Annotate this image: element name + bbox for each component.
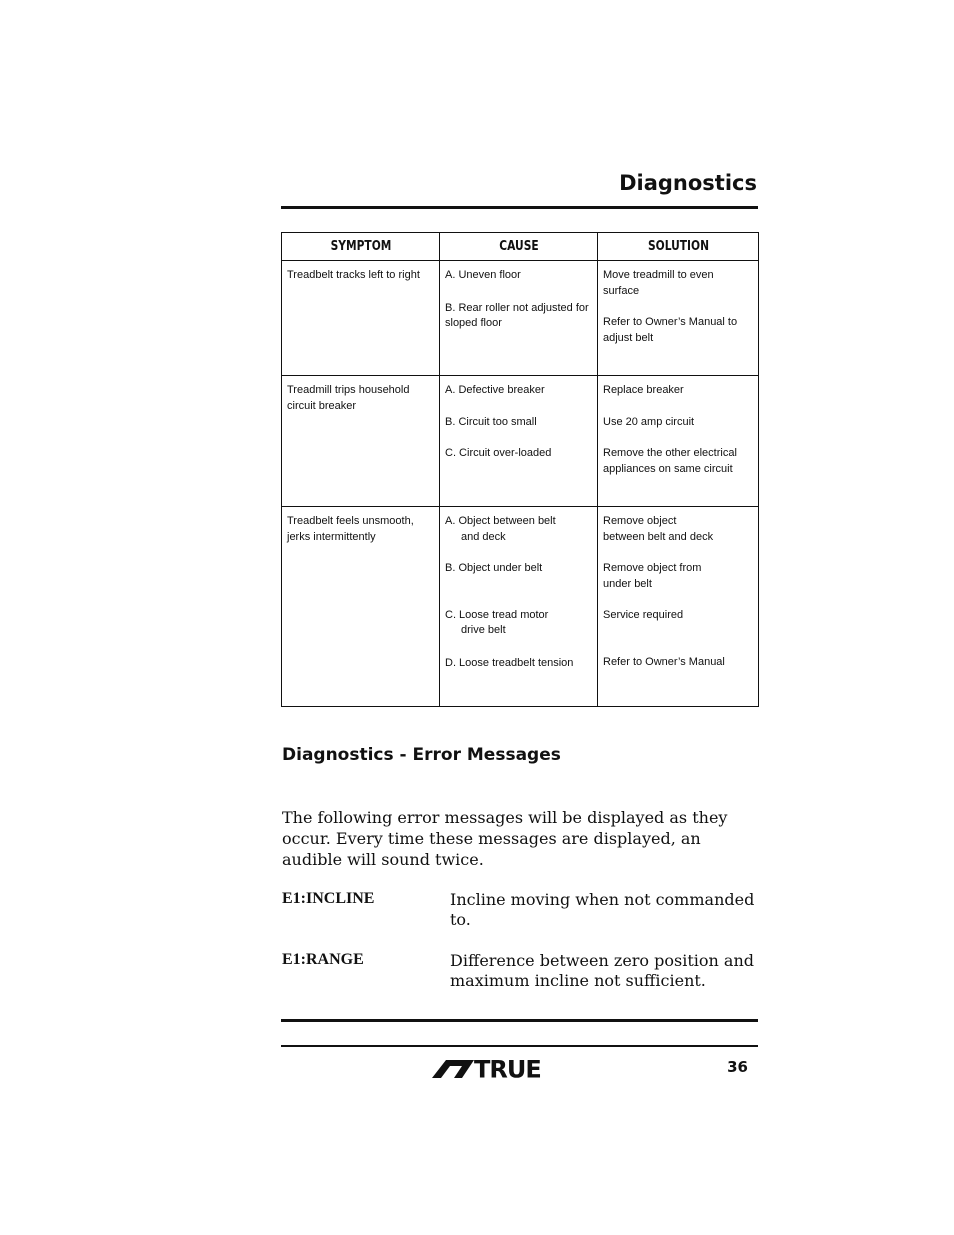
solution-item: Refer to Owner’s Manual <box>603 655 725 668</box>
page-number: 36 <box>727 1058 748 1076</box>
page-title: Diagnostics <box>619 171 757 195</box>
header-divider <box>281 206 758 209</box>
solution-item: Remove the other electrical appliances on same circuit <box>603 447 737 475</box>
solution-cell <box>598 376 759 507</box>
table-header-row <box>282 233 759 261</box>
symptom-text: Treadbelt tracks left to right <box>287 269 420 281</box>
cause-item: B. Circuit too small <box>445 415 537 428</box>
true-logo <box>432 1057 577 1084</box>
brand-logo-graphic <box>432 1057 577 1079</box>
symptom-cell <box>282 261 440 376</box>
solution-item: Service required <box>603 609 684 621</box>
section-heading: Diagnostics - Error Messages <box>282 745 561 765</box>
symptom-cell <box>282 507 440 707</box>
cause-item: B. Object under belt <box>445 562 543 574</box>
column-header-solution: SOLUTION <box>612 233 744 261</box>
brand-wordmark: TRUE <box>474 1057 541 1079</box>
symptom-text: Treadbelt feels unsmooth, jerks intermittently <box>287 515 414 543</box>
diagnostics-table <box>281 232 759 707</box>
solution-item: Use 20 amp circuit <box>603 415 695 428</box>
footer-divider <box>281 1045 758 1047</box>
table-row <box>282 376 759 507</box>
cause-item: C. Loose tread motor drive belt <box>445 608 549 636</box>
cause-item: C. Circuit over-loaded <box>445 447 552 459</box>
column-header-cause: CAUSE <box>454 233 584 261</box>
error-description: Difference between zero position and maximum incline not sufficient. <box>450 951 755 990</box>
solution-item: Remove object from under belt <box>603 562 702 590</box>
solution-item: Refer to Owner’s Manual to adjust belt <box>603 316 738 344</box>
solution-item: Remove object between belt and deck <box>603 515 714 543</box>
footer-divider <box>281 1019 758 1022</box>
solution-cell <box>598 261 759 376</box>
column-header-symptom: SYMPTOM <box>296 233 426 261</box>
cause-item: A. Uneven floor <box>445 269 521 281</box>
solution-cell <box>598 507 759 707</box>
table-row <box>282 261 759 376</box>
intro-paragraph: The following error messages will be displayed as they occur. Every time these messages are displayed, an audible will sound twice. <box>282 808 728 869</box>
cause-item: A. Object between belt and deck <box>445 515 556 543</box>
cause-cell <box>440 376 598 507</box>
error-code: E1:INCLINE <box>282 890 375 907</box>
cause-item: D. Loose treadbelt tension <box>445 656 574 669</box>
cause-cell <box>440 507 598 707</box>
cause-cell <box>440 261 598 376</box>
error-description: Incline moving when not commanded to. <box>450 890 755 929</box>
solution-item: Replace breaker <box>603 384 684 396</box>
error-code: E1:RANGE <box>282 951 364 968</box>
cause-item: B. Rear roller not adjusted for sloped floor <box>445 301 589 329</box>
symptom-text: Treadmill trips household circuit breaker <box>287 384 410 412</box>
table-row <box>282 507 759 707</box>
symptom-cell <box>282 376 440 507</box>
solution-item: Move treadmill to even surface <box>603 269 714 297</box>
cause-item: A. Defective breaker <box>445 384 545 396</box>
